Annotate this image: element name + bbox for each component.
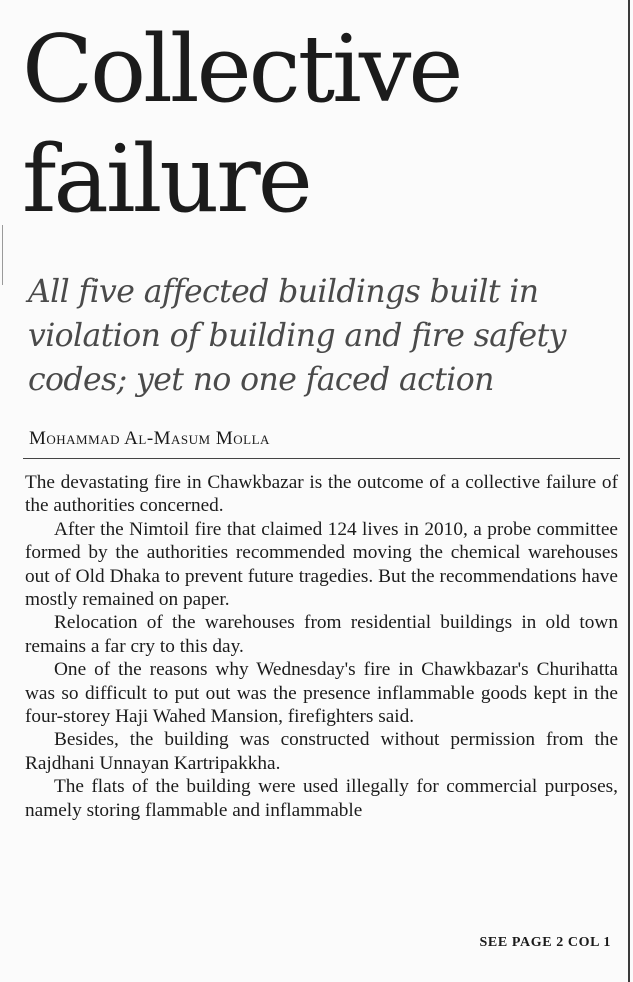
column-rule	[628, 0, 630, 982]
paragraph: One of the reasons why Wednesday's fire in Chawkbazar's Churihatta was so difficult to put out was the presence inflammable goods kept in the four-storey Haji Wahed Mansion, firefighters said.	[25, 659, 618, 728]
continued-on-label: SEE PAGE 2 COL 1	[479, 935, 611, 950]
paragraph: After the Nimtoil fire that claimed 124 lives in 2010, a probe committee formed by the authorities recommended moving the chemical warehouses out of Old Dhaka to prevent future tragedies. But the recommendations have mostly remained on paper.	[25, 518, 618, 611]
paragraph: Besides, the building was constructed without permission from the Rajdhani Unnayan Kartripakkha.	[25, 729, 618, 774]
byline: Mohammad Al-Masum Molla	[29, 428, 270, 449]
paragraph: The devastating fire in Chawkbazar is the outcome of a collective failure of the authorities concerned.	[25, 472, 618, 517]
subheadline: All five affected buildings built in violation of building and fire safety codes; yet no one faced action	[28, 274, 566, 398]
edge-mark	[2, 225, 3, 285]
paragraph: The flats of the building were used illegally for commercial purposes, namely storing flammable and inflammable	[25, 776, 618, 821]
headline: Collective failure	[22, 15, 461, 233]
paragraph: Relocation of the warehouses from residential buildings in old town remains a far cry to this day.	[25, 612, 618, 657]
article-body	[25, 471, 618, 822]
byline-divider	[23, 458, 620, 459]
